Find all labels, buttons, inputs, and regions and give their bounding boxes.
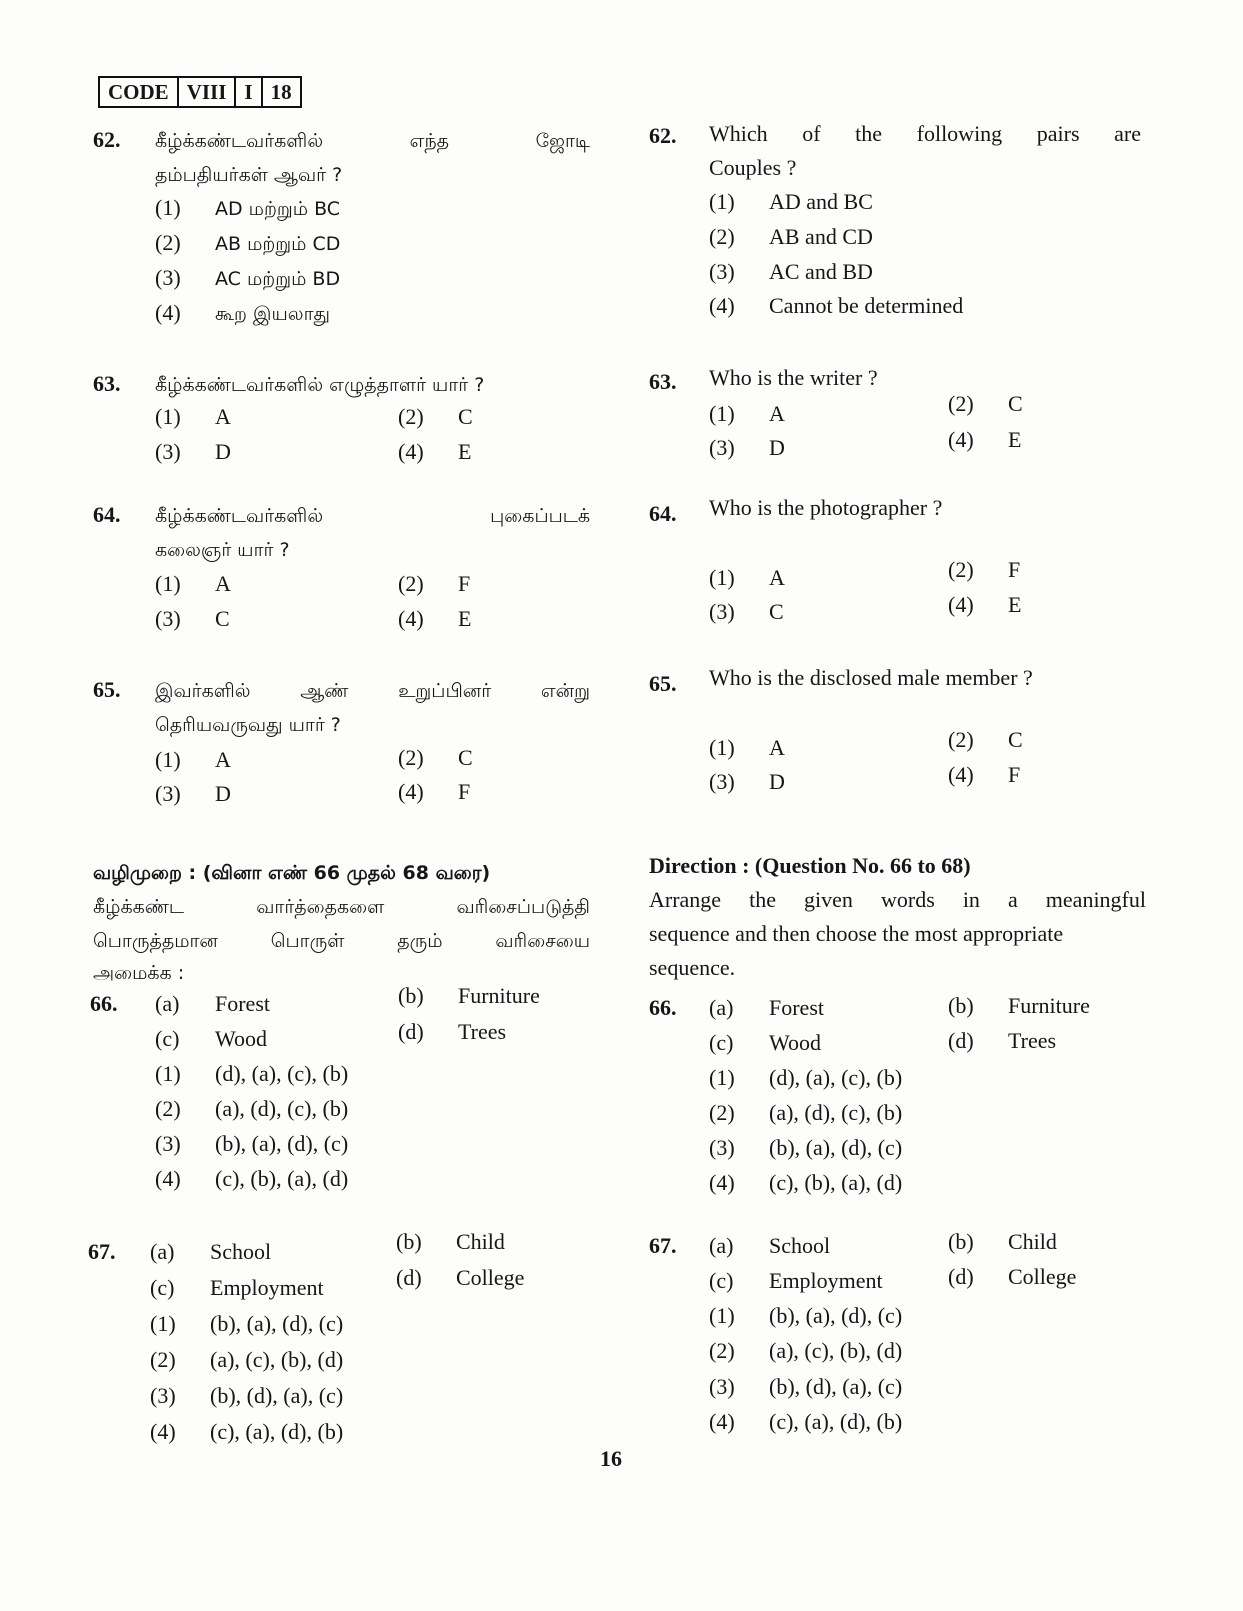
option-number: (2) xyxy=(155,1096,181,1121)
word-label: (d) xyxy=(396,1265,422,1290)
word-text: Employment xyxy=(769,1268,883,1293)
option-number: (1) xyxy=(155,404,181,429)
option-text: (b), (d), (a), (c) xyxy=(769,1374,903,1399)
code-box xyxy=(98,76,302,108)
option-text: (b), (a), (d), (c) xyxy=(769,1135,903,1160)
question-number: 63. xyxy=(93,371,121,396)
question-text: கலைஞர் யார் ? xyxy=(155,539,290,561)
option-text: D xyxy=(769,435,785,460)
option[interactable] xyxy=(709,594,784,629)
option[interactable] xyxy=(398,774,470,809)
option-number: (3) xyxy=(155,781,181,806)
option[interactable] xyxy=(155,260,340,297)
option-number: (1) xyxy=(709,189,735,214)
code-label: CODE xyxy=(100,78,179,106)
option-text: E xyxy=(1008,592,1022,617)
option-text: F xyxy=(458,779,471,804)
option-text: F xyxy=(1008,557,1021,582)
word-text: Forest xyxy=(215,991,270,1016)
option-number: (3) xyxy=(155,265,181,290)
option[interactable] xyxy=(709,254,873,289)
option-text: (b), (a), (d), (c) xyxy=(769,1303,903,1328)
word-text: Furniture xyxy=(458,983,540,1008)
option-text: AD மற்றும் BC xyxy=(215,198,341,220)
option[interactable] xyxy=(155,742,231,777)
option-number: (4) xyxy=(155,300,181,325)
option-text: (a), (d), (c), (b) xyxy=(215,1096,349,1121)
option-text: (b), (a), (d), (c) xyxy=(215,1131,349,1156)
word xyxy=(155,986,270,1021)
option-text: கூற இயலாது xyxy=(215,303,330,325)
option-text: E xyxy=(1008,427,1022,452)
word-text: Wood xyxy=(769,1030,822,1055)
option[interactable] xyxy=(709,764,785,799)
question-66-tamil xyxy=(0,980,620,1200)
option-number: (2) xyxy=(948,557,974,582)
direction-text: Arrange the given words in a meaningful xyxy=(649,887,1146,912)
option-text: (b), (a), (d), (c) xyxy=(210,1311,344,1336)
word-label: (c) xyxy=(155,1026,180,1051)
question-text: கீழ்க்கண்டவர்களில் புகைப்படக் xyxy=(155,505,590,527)
word xyxy=(150,1234,271,1269)
direction-text: கீழ்க்கண்ட வார்த்தைகளை வரிசைப்படுத்தி xyxy=(93,896,590,918)
question-number: 66. xyxy=(649,995,677,1020)
question-text: தெரியவருவது யார் ? xyxy=(155,714,341,736)
option[interactable] xyxy=(948,722,1023,757)
direction-title: Direction : (Question No. 66 to 68) xyxy=(649,853,971,878)
question-number: 62. xyxy=(649,123,677,148)
option-number: (1) xyxy=(709,1065,735,1090)
option[interactable] xyxy=(709,1404,902,1439)
question-text: தம்பதியர்கள் ஆவர் ? xyxy=(155,164,343,186)
option-text: AC and BD xyxy=(769,259,873,284)
option-number: (4) xyxy=(709,293,735,318)
option[interactable] xyxy=(155,1056,348,1091)
option-text: AC மற்றும் BD xyxy=(215,268,341,290)
option-number: (2) xyxy=(709,1100,735,1125)
code-cell-number: 18 xyxy=(270,79,292,104)
word-label: (d) xyxy=(948,1264,974,1289)
direction-english xyxy=(640,848,1243,988)
word xyxy=(948,1224,1057,1259)
word-text: School xyxy=(769,1233,831,1258)
question-63-tamil xyxy=(0,366,620,476)
option-number: (4) xyxy=(398,606,424,631)
question-text: Who is the disclosed male member ? xyxy=(709,665,1033,690)
option-number: (4) xyxy=(398,779,424,804)
word-label: (a) xyxy=(709,995,734,1020)
option-number: (1) xyxy=(709,735,735,760)
option-text: A xyxy=(215,404,231,429)
option-number: (4) xyxy=(155,1166,181,1191)
option[interactable] xyxy=(709,396,785,431)
option[interactable] xyxy=(948,552,1020,587)
option-text: D xyxy=(215,781,231,806)
option-number: (2) xyxy=(709,224,735,249)
option-text: C xyxy=(1008,391,1023,416)
option-number: (4) xyxy=(948,427,974,452)
option-text: AD and BC xyxy=(769,189,873,214)
option-number: (4) xyxy=(150,1419,176,1444)
word-label: (c) xyxy=(150,1275,175,1300)
option-text: C xyxy=(1008,727,1023,752)
option-text: D xyxy=(769,769,785,794)
option-text: (b), (d), (a), (c) xyxy=(210,1383,344,1408)
option[interactable] xyxy=(709,1095,902,1130)
page-number: 16 xyxy=(600,1446,622,1471)
word-label: (d) xyxy=(398,1019,424,1044)
option[interactable] xyxy=(155,434,231,469)
word-text: Forest xyxy=(769,995,824,1020)
direction-text: sequence and then choose the most appropriate xyxy=(649,921,1064,946)
option[interactable] xyxy=(155,601,230,636)
option-text: (a), (c), (b), (d) xyxy=(210,1347,344,1372)
option-number: (1) xyxy=(709,565,735,590)
question-number: 65. xyxy=(649,671,677,696)
word-label: (b) xyxy=(948,1229,974,1254)
option-number: (2) xyxy=(398,404,424,429)
option-text: AB and CD xyxy=(769,224,873,249)
option[interactable] xyxy=(948,587,1021,622)
option-number: (2) xyxy=(398,571,424,596)
question-number: 62. xyxy=(93,127,121,152)
word-label: (a) xyxy=(150,1239,175,1264)
option[interactable] xyxy=(709,288,963,323)
option-number: (4) xyxy=(948,762,974,787)
option[interactable] xyxy=(398,399,473,434)
option[interactable] xyxy=(948,386,1023,421)
option-number: (3) xyxy=(709,259,735,284)
option-number: (3) xyxy=(150,1383,176,1408)
question-63-english xyxy=(640,360,1243,470)
word-label: (b) xyxy=(398,983,424,1008)
question-62-tamil xyxy=(0,118,620,338)
question-text: கீழ்க்கண்டவர்களில் எந்த ஜோடி xyxy=(155,130,590,152)
word-text: Child xyxy=(456,1229,505,1254)
word xyxy=(709,1025,821,1060)
option-number: (3) xyxy=(709,1135,735,1160)
word-label: (b) xyxy=(948,993,974,1018)
option-text: E xyxy=(458,606,472,631)
option[interactable] xyxy=(155,1161,348,1196)
word xyxy=(398,978,540,1013)
option-text: (c), (b), (a), (d) xyxy=(215,1166,349,1191)
option-number: (4) xyxy=(709,1409,735,1434)
direction-text: sequence. xyxy=(649,955,736,980)
word xyxy=(396,1224,505,1259)
word xyxy=(709,990,824,1025)
option[interactable] xyxy=(155,566,231,601)
question-text: இவர்களில் ஆண் உறுப்பினர் என்று xyxy=(155,680,590,702)
option-number: (3) xyxy=(155,439,181,464)
option-number: (4) xyxy=(948,592,974,617)
option-number: (2) xyxy=(948,391,974,416)
question-text: Who is the writer ? xyxy=(709,365,878,390)
option-number: (2) xyxy=(150,1347,176,1372)
word xyxy=(948,1259,1076,1294)
option-number: (1) xyxy=(155,747,181,772)
option-number: (1) xyxy=(709,1303,735,1328)
option-text: C xyxy=(458,404,473,429)
word-label: (b) xyxy=(396,1229,422,1254)
option-number: (4) xyxy=(398,439,424,464)
option-number: (3) xyxy=(709,435,735,460)
question-67-english xyxy=(640,1228,1243,1448)
option-number: (4) xyxy=(709,1170,735,1195)
option-text: A xyxy=(215,747,231,772)
option[interactable] xyxy=(709,1369,902,1404)
option[interactable] xyxy=(398,434,471,469)
option-text: (c), (a), (d), (b) xyxy=(210,1419,344,1444)
option[interactable] xyxy=(155,225,340,262)
direction-text: பொருத்தமான பொருள் தரும் வரிசையை xyxy=(93,930,590,952)
question-67-tamil xyxy=(0,1230,620,1450)
question-text: Who is the photographer ? xyxy=(709,495,943,520)
option-number: (3) xyxy=(709,1374,735,1399)
option[interactable] xyxy=(150,1342,343,1377)
question-number: 66. xyxy=(90,991,118,1016)
option-number: (1) xyxy=(155,571,181,596)
option-text: E xyxy=(458,439,472,464)
option-text: (a), (d), (c), (b) xyxy=(769,1100,903,1125)
option-text: (c), (a), (d), (b) xyxy=(769,1409,903,1434)
question-text: கீழ்க்கண்டவர்களில் எழுத்தாளர் யார் ? xyxy=(155,374,485,396)
question-64-english xyxy=(640,490,1243,640)
word-text: School xyxy=(210,1239,272,1264)
option-number: (3) xyxy=(709,599,735,624)
question-65-tamil xyxy=(0,672,620,822)
word-label: (c) xyxy=(709,1030,734,1055)
question-62-english xyxy=(640,112,1243,332)
option[interactable] xyxy=(398,566,470,601)
option-text: (a), (c), (b), (d) xyxy=(769,1338,903,1363)
option-text: A xyxy=(769,401,785,426)
word xyxy=(396,1260,524,1295)
word-text: College xyxy=(456,1265,525,1290)
option[interactable] xyxy=(398,601,471,636)
option-text: C xyxy=(458,745,473,770)
question-64-tamil xyxy=(0,497,620,647)
option-number: (2) xyxy=(709,1338,735,1363)
word xyxy=(709,1228,830,1263)
option-number: (3) xyxy=(155,606,181,631)
option-number: (1) xyxy=(155,1061,181,1086)
direction-text: அமைக்க : xyxy=(93,962,185,984)
word xyxy=(948,1023,1056,1058)
word-text: Wood xyxy=(215,1026,268,1051)
option[interactable] xyxy=(155,1091,348,1126)
option-number: (2) xyxy=(155,230,181,255)
word-text: Child xyxy=(1008,1229,1057,1254)
option[interactable] xyxy=(155,295,330,332)
option-number: (1) xyxy=(155,195,181,220)
option[interactable] xyxy=(155,399,231,434)
option[interactable] xyxy=(709,1333,902,1368)
question-text: Couples ? xyxy=(709,155,797,180)
word xyxy=(155,1021,267,1056)
option[interactable] xyxy=(709,1165,902,1200)
option-number: (2) xyxy=(948,727,974,752)
option-text: D xyxy=(215,439,231,464)
option[interactable] xyxy=(150,1414,343,1449)
option-number: (1) xyxy=(709,401,735,426)
word-label: (c) xyxy=(709,1268,734,1293)
option-text: A xyxy=(769,735,785,760)
option-text: F xyxy=(1008,762,1021,787)
option-text: A xyxy=(215,571,231,596)
question-number: 67. xyxy=(649,1233,677,1258)
option-text: (d), (a), (c), (b) xyxy=(769,1065,903,1090)
option-text: Cannot be determined xyxy=(769,293,964,318)
word xyxy=(150,1270,324,1305)
option[interactable] xyxy=(709,1130,902,1165)
code-cell-paper: I xyxy=(236,78,262,106)
option[interactable] xyxy=(709,1060,902,1095)
option-text: A xyxy=(769,565,785,590)
option-text: C xyxy=(215,606,230,631)
option[interactable] xyxy=(948,422,1021,457)
word xyxy=(398,1014,506,1049)
question-number: 64. xyxy=(649,501,677,526)
option[interactable] xyxy=(709,184,873,219)
word-text: Trees xyxy=(1008,1028,1057,1053)
option[interactable] xyxy=(709,560,785,595)
question-text: Which of the following pairs are xyxy=(709,121,1141,146)
word-text: College xyxy=(1008,1264,1077,1289)
option[interactable] xyxy=(709,730,785,765)
question-number: 65. xyxy=(93,677,121,702)
option[interactable] xyxy=(709,1298,902,1333)
option-number: (2) xyxy=(398,745,424,770)
word xyxy=(709,1263,883,1298)
question-66-english xyxy=(640,990,1243,1210)
option-text: C xyxy=(769,599,784,624)
option[interactable] xyxy=(398,740,473,775)
question-number: 64. xyxy=(93,502,121,527)
option-text: AB மற்றும் CD xyxy=(215,233,341,255)
code-cell-series: VIII xyxy=(179,78,237,106)
option[interactable] xyxy=(709,430,785,465)
option[interactable] xyxy=(150,1306,343,1341)
word-label: (a) xyxy=(709,1233,734,1258)
option[interactable] xyxy=(948,757,1020,792)
question-number: 63. xyxy=(649,369,677,394)
question-number: 67. xyxy=(88,1239,116,1264)
option-number: (3) xyxy=(709,769,735,794)
word-text: Trees xyxy=(458,1019,507,1044)
option-text: (d), (a), (c), (b) xyxy=(215,1061,349,1086)
direction-title: வழிமுறை : (வினா எண் 66 முதல் 68 வரை) xyxy=(93,862,491,884)
option[interactable] xyxy=(155,1126,348,1161)
option-number: (3) xyxy=(155,1131,181,1156)
word-text: Furniture xyxy=(1008,993,1090,1018)
option[interactable] xyxy=(155,190,340,227)
option-text: (c), (b), (a), (d) xyxy=(769,1170,903,1195)
word xyxy=(948,988,1090,1023)
option-text: F xyxy=(458,571,471,596)
option-number: (1) xyxy=(150,1311,176,1336)
question-65-english xyxy=(640,660,1243,810)
option[interactable] xyxy=(709,219,873,254)
word-label: (a) xyxy=(155,991,180,1016)
option[interactable] xyxy=(155,776,231,811)
option[interactable] xyxy=(150,1378,343,1413)
word-label: (d) xyxy=(948,1028,974,1053)
word-text: Employment xyxy=(210,1275,324,1300)
